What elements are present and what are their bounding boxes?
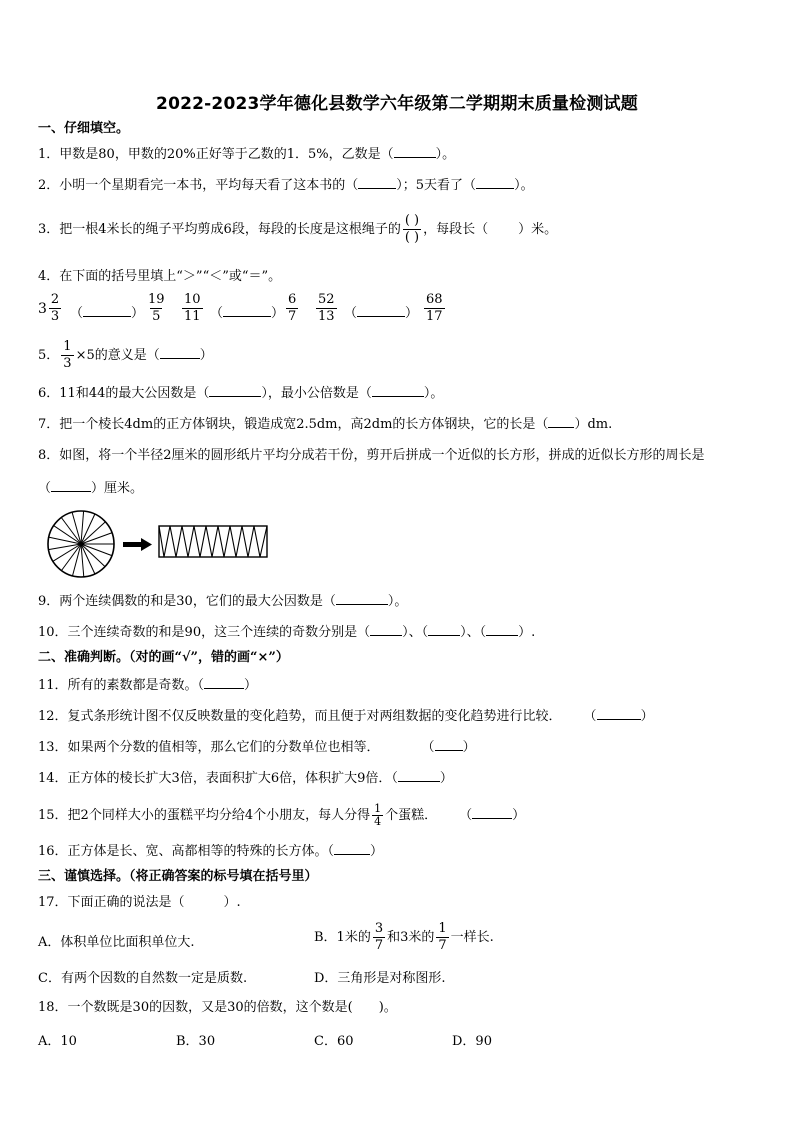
right-arrow-icon — [123, 538, 152, 551]
question-6: 6．11和44的最大公因数是（ ），最小公倍数是（ ）。 — [38, 386, 444, 401]
q18-option-a[interactable]: A．10 — [38, 1034, 77, 1049]
q2-text-b: ）；5天看了（ — [396, 178, 477, 193]
question-11: 11．所有的素数都是奇数。（ ） — [38, 678, 258, 693]
q3-frac-num: ( ) — [404, 213, 420, 228]
question-4: 4．在下面的括号里填上“＞”“＜”或“＝”。 — [38, 269, 282, 284]
question-1 — [38, 145, 455, 164]
q4-mixed-number — [38, 292, 63, 325]
q17-option-b[interactable]: B．1米的 $\frac{3}{7}$ 和3米的 $\frac{1}{7}$ 一样长. — [314, 921, 494, 953]
q4-fraction-2: $\frac{19}{5}$ — [148, 292, 165, 324]
question-10: 10．三个连续奇数的和是90，这三个连续的奇数分别是（ ）、（ ）、（ ）. — [38, 625, 536, 640]
q3-text-c: ）米。 — [518, 222, 558, 237]
section-heading-choice: 三、谨慎选择。（将正确答案的标号填在括号里） — [38, 869, 318, 884]
q5-text-b: ） — [199, 348, 213, 363]
q4-fraction-6: $\frac{68}{17}$ — [426, 292, 443, 324]
question-16: 16．正方体是长、宽、高都相等的特殊的长方体。（ ） — [38, 844, 384, 859]
q5-fraction: $\frac{1}{3}$ — [63, 339, 72, 371]
q7-blank[interactable] — [548, 415, 574, 428]
q8-blank[interactable] — [51, 479, 91, 492]
question-2 — [38, 176, 534, 195]
question-13: 13．如果两个分数的值相等，那么它们的分数单位也相等． （ ） — [38, 740, 476, 755]
q10-blank-3[interactable] — [486, 623, 518, 636]
question-17: 17．下面正确的说法是（ ）. — [38, 895, 241, 910]
q3-text-b: ，每段长（ — [423, 222, 489, 237]
q3-fraction-blank[interactable] — [403, 213, 421, 246]
q3-text-a: 3．把一根4米长的绳子平均剪成6段，每段的长度是这根绳子的 — [38, 222, 401, 237]
q15-fraction: $\frac{1}{4}$ — [374, 802, 382, 828]
q16-blank[interactable] — [334, 842, 370, 855]
question-12: 12．复式条形统计图不仅反映数量的变化趋势，而且便于对两组数据的变化趋势进行比较． （ ） — [38, 709, 654, 724]
section-heading-judge: 二、准确判断。（对的画“√”，错的画“×”） — [38, 650, 289, 665]
q17-option-d[interactable]: D．三角形是对称图形. — [314, 971, 446, 986]
question-8-cont: （ ）厘米。 — [38, 481, 144, 496]
q2-text-c: ）。 — [514, 178, 534, 193]
q2-blank-2[interactable] — [476, 176, 514, 189]
q14-blank[interactable] — [398, 769, 440, 782]
q1-text: 1．甲数是80，甲数的20%正好等于乙数的1．5%，乙数是（ — [38, 147, 394, 162]
q4-fraction-5: $\frac{52}{13}$ — [318, 292, 335, 324]
question-18: 18．一个数既是30的因数，又是30的倍数，这个数是( )。 — [38, 1000, 397, 1015]
q18-option-c[interactable]: C．60 — [314, 1034, 354, 1049]
question-8: 8．如图，将一个半径2厘米的圆形纸片平均分成若干份，剪开后拼成一个近似的长方形，拼成的近似长方形的周长是 — [38, 448, 705, 463]
q8-figure — [46, 510, 276, 580]
q2-blank-1[interactable] — [358, 176, 396, 189]
q18-option-b[interactable]: B．30 — [176, 1034, 216, 1049]
question-15: 15．把2个同样大小的蛋糕平均分给4个小朋友，每人分得 $\frac{1}{4}$ 个蛋糕． （ ） — [38, 802, 526, 828]
sector-strip-icon — [159, 526, 267, 557]
q5-number: 5． — [38, 348, 60, 363]
q15-blank[interactable] — [472, 806, 512, 819]
q4-mixed-num: 2 — [50, 292, 60, 307]
page-title: 2022-2023学年德化县数学六年级第二学期期末质量检测试题 — [156, 94, 638, 114]
q4-compare-3[interactable]: （ ） — [344, 306, 419, 321]
q18-option-d[interactable]: D．90 — [452, 1034, 492, 1049]
divided-circle-icon — [48, 511, 114, 577]
q4-mixed-whole: 3 — [38, 300, 47, 317]
q9-blank[interactable] — [336, 592, 388, 605]
q6-blank-2[interactable] — [372, 384, 424, 397]
q11-blank[interactable] — [204, 676, 244, 689]
question-3 — [38, 212, 557, 248]
q4-compare-2[interactable]: （ ） — [210, 306, 285, 321]
question-9: 9．两个连续偶数的和是30，它们的最大公因数是（ ）。 — [38, 594, 408, 609]
q1-end: ）。 — [435, 147, 456, 162]
q17-option-c[interactable]: C．有两个因数的自然数一定是质数. — [38, 971, 248, 986]
q4-fraction-3: $\frac{10}{11}$ — [184, 292, 201, 324]
q10-blank-1[interactable] — [370, 623, 402, 636]
q5-blank[interactable] — [160, 346, 200, 359]
question-14: 14．正方体的棱长扩大3倍，表面积扩大6倍，体积扩大9倍．（ ） — [38, 771, 453, 786]
q6-blank-1[interactable] — [209, 384, 261, 397]
section-heading-fill: 一、仔细填空。 — [38, 121, 130, 136]
question-5 — [38, 338, 213, 374]
q13-blank[interactable] — [435, 738, 463, 751]
q4-fraction-4: $\frac{6}{7}$ — [288, 292, 297, 324]
q12-blank[interactable] — [597, 707, 641, 720]
q3-frac-den: ( ) — [404, 230, 420, 245]
q10-blank-2[interactable] — [428, 623, 460, 636]
q2-text-a: 2．小明一个星期看完一本书，平均每天看了这本书的（ — [38, 178, 359, 193]
q4-mixed-den: 3 — [50, 309, 60, 324]
q1-answer-blank[interactable] — [394, 145, 436, 158]
q17-option-a[interactable]: A．体积单位比面积单位大. — [38, 935, 195, 950]
q5-text-a: ×5的意义是（ — [75, 348, 160, 363]
q4-compare-1[interactable]: （ ） — [70, 306, 145, 321]
question-7: 7．把一个棱长4dm的正方体钢块，锻造成宽2.5dm，高2dm的长方体钢块，它的长是（ ）dm. — [38, 417, 613, 432]
